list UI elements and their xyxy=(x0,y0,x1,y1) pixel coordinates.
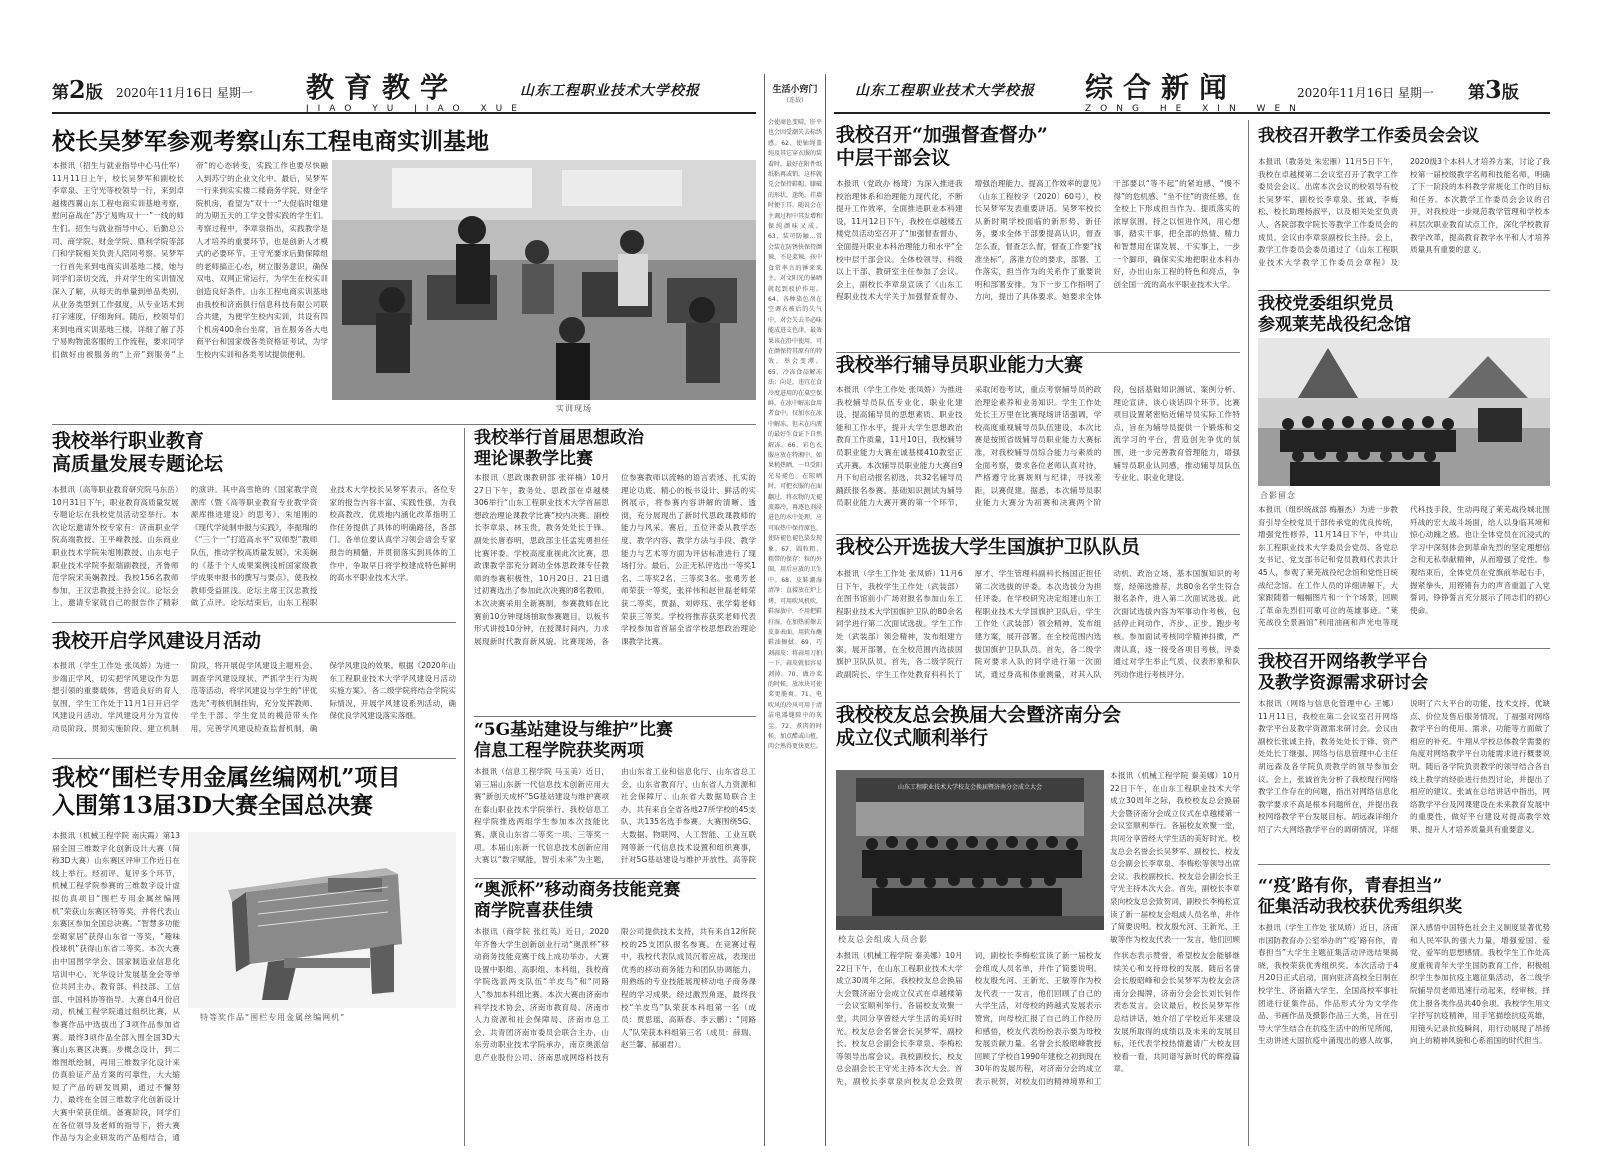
divider xyxy=(474,878,756,879)
headline-b2: 我校举行辅导员职业能力大赛 xyxy=(836,354,1084,376)
right-section-title: 综合新闻 xyxy=(1085,71,1238,104)
divider xyxy=(836,352,1240,353)
divider xyxy=(52,424,756,425)
headline-b5: 我校召开教学工作委员会会议 xyxy=(1258,126,1479,146)
body-b4: 本报讯（机械工程学院 秦美娜）10月22日下午，在山东工程职业技术大学成立30周年之际，我校校友总会换届大会暨济南分会成立仪式在卓越楼第一会议室顺利举行。各届校友欢聚一堂，共同分享曾经大学生活的美好时光。校友总会名誉会长吴梦军、副校长、校友总会副会长李章泉、李梅松等领导出席会议。我校副校长、校友总会副会长王守光主持本次大会。首先，副校长李章泉向校友总会致贺词，副校长李梅松宣读了新一届校友会组成人员名单，并作了简要说明。校友殷允河、王新光、王敏等作为校友代表一一发言，他们回顾了自己的大学生活，对母校的跨越式发展表示赞赏，向母校汇报了自己的工作经历和感悟，校友代表纷纷表示要为母校发展贡献力量。名誉会长殷昭峰教授回顾了学校自1990年建校之初到现在30年的发展历程，对济南分会的成立表示祝贺，对校友们的精神境界和工作状态表示赞誉，希望校友会能够继续关心和支持母校的发展。随后名誉会长殷昭峰和会长吴梦军为校友会济南分会揭牌，济南分会会长刘长钊作表态发言。会议最后，校长吴梦军作总结讲话，她介绍了学校近年来建设发展所取得的成绩以及未来的发展目标，还代表学校热情邀请广大校友回校看一看，共同谱写新时代的辉煌篇章。 xyxy=(836,951,1240,1086)
body-b7: 本报讯（网络与信息化管理中心 王娜）11月11日，我校在第二会议室召开网络教学平台及教学资源需求研讨会。会议由副校长张诚主持，教务处处长于锋、资产处处长丁继强、网络与信息管理中心主任胡远森及各学院负责教学的领导参加会议。会上，张诚首先分析了我校现行网络教学工作存在的问题，指出对网络信息化教学要求不高是根本问题所在，并提出我校网络教学平台发展目标。胡远森详细介绍了六大网络教学平台的调研情况，详细说明了六大平台的功能、技术支持、优缺点、价位及售后服务情况。丁福强对网络教学平台的使用、需求、功能等方面做了相应的补充。牛翔从学校总体教学需要的角度对网络教学平台功能需求进行概要说明。随后各学院负责教学的领导结合各自线上教学的经验进行热烈讨论，并提出了相应的建议。张诚在总结讲话中指出，网络教学平台及网课建设在未来教育发展中的重要性，做好平台建设对提高教学效果、提升人才培养质量具有重要意义。 xyxy=(1258,699,1550,834)
divider xyxy=(1258,290,1550,291)
photo-training-base xyxy=(332,160,756,400)
photo-memorial-visit xyxy=(1258,338,1550,486)
caption-a6: 特等奖作品“围栏专用金属丝编网机” xyxy=(200,1013,346,1022)
divider xyxy=(836,534,1240,535)
headline-a5: “5G基站建设与维护”比赛 信息工程学院获奖两项 xyxy=(474,720,673,761)
right-paper-name: 山东工程职业技术大学校报 xyxy=(855,83,1035,99)
headline-b6: 我校党委组织党员 参观莱芜战役纪念馆 xyxy=(1258,294,1411,335)
left-header-date: 2020年11月16日 星期一 xyxy=(116,86,253,100)
photo-banner-text: 山东工程职业技术大学校友会换届暨济南分会成立大会 xyxy=(897,784,1042,791)
headline-a6: 我校“围栏专用金属丝编网机”项目 入围第13届3D大赛全国总决赛 xyxy=(52,764,401,820)
divider xyxy=(52,758,456,759)
body-a6: 本报讯（机械工程学院 南庆霞）第13届全国三维数字化创新设计大赛（简称3D大赛）山东赛区评审工作近日在线上举行。经初评、复评多个环节，机械工程学院参赛的三维数字设计虚拟仿真项目“围栏专用金属丝编网机”荣获山东赛区特等奖，并将代表山东赛区参加全国总决赛。“智慧多功能垒砌家居”获得山东省一等奖，“趣味投球机”获得山东省二等奖。本次大赛由中国图学学会、国家制造业信息化培训中心、光华设计发展基金会等单位共同主办，教育部、科技部、工信部、中国科协等指导。大赛自4月份启动，机械工程学院通过组织比赛，从参赛作品中选拔出了3项作品参加省赛。最终3项作品全部入围全国3D大赛山东赛区决赛。步概念设计，到二维图纸绘制，再用三维数字化设计来仿真验证产品方案的可靠性，大大缩短了产品的研发周期，通过不懈努力，最终在全国三维数字化创新设计大赛中荣获佳绩。备赛阶段，同学们在各位领导及老师的指导下，将大赛作品与为企业研发的产品相结合，通 xyxy=(52,831,180,1143)
headline-b1: 我校召开“加强督查督办” 中层干部会议 xyxy=(836,124,1048,170)
divider xyxy=(52,622,456,623)
headline-a4: 我校开启学风建设月活动 xyxy=(52,630,262,652)
headline-a3: 我校举行首届思想政治 理论课教学比赛 xyxy=(474,428,644,469)
body-a7: 本报讯（商学院 张红英）近日，2020年齐鲁大学生创新创业行动“奥派杯”移动商务技能竞赛于线上成功举办。大赛设置中职组、高职组、本科组，我校商学院选派两支队伍“羊皮鸟”和“同路人”参加本科组比赛。本次大赛由济南市科学技术协会、济南市教育局、济南市人力资源和社会保障局、济南市总工会、共青团济南市委员会联合主办，山东劳动职业技术学院承办，南京奥派信息产业股份公司、济南思成网络科技有限公司提供技术支持，共有来自12所院校的25支团队报名参赛。在竞赛过程中，我校代表队成员沉着应战，表现出优秀的移动商务能力和团队协调能力，用熟练的专业技能展现移动电子商务课程的学习成果。经过激烈角逐，最终我校“羊皮鸟”队荣获本科组第一名（成员：贾思瑶、高斯春、李云鹏）；“同路人”队荣获本科组第三名（成员：薛瑞、赵兰馨、郝丽君）。 xyxy=(474,927,756,1062)
caption-a1: 实训现场 xyxy=(556,404,592,413)
right-section-pinyin: ZONG HE XIN WEN xyxy=(1085,104,1305,114)
column-divider xyxy=(1248,120,1249,1146)
body-a4: 本报讯（学生工作处 张凤娇）为进一步端正学风，切实把学风建设作为思想引领的重要载体，营造良好的育人氛围，学生工作处于11月1日开启学风建设月活动。学风建设月分为宣传动员阶段、贯彻实施阶段、建立机制阶段，将开展促学风建设主题班会、调查学风建设现状、严抓学生行为规范等活动，将学风建设与学生的“评优选先”考核机制挂钩，充分发挥教师、学生干部、学生党员的模范带头作用，完善学风建设检查监督机制，确保学风建设的效果。根据《2020年山东工程职业技术大学学风建设月活动实施方案》，各二级学院将结合学院实际情况，开展学风建设系列活动，确保优良学风建设落实落细。 xyxy=(52,661,456,733)
left-section-pinyin: JIAO YU JIAO XUE xyxy=(306,104,526,114)
divider xyxy=(1258,648,1550,649)
left-header-rule xyxy=(52,112,756,114)
body-b5: 本报讯（教务处 朱宏雁）11月5日下午，我校在卓越楼第二会议室召开了教学工作委员会会议。出席本次会议的校领导有校长吴梦军、副校长李章泉、张诚、李梅松、校长助理杨淑平，以及相关处室负责人、各院部教学院长等教学工作委员会的成员。会议由李章泉副校长主持。会上，教学工作委员会委员通过了《山东工程职业技术大学教学工作委员会章程》及2020级3个本科人才培养方案，讨论了我校第一届校级教学名师和技能名师，明确了下一阶段的本科教学常规化工作的目标和任务。本次教学工作委员会会议的召开，对我校进一步规范教学管理和学校本科层次职业教育试点工作，深化学校教育教学改革，提高教育教学水平和人才培养质量具有重要的意义。 xyxy=(1258,157,1550,267)
divider xyxy=(474,716,756,717)
body-b2: 本报讯（学生工作处 张凤娇）为推进我校辅导员队伍专业化、职业化建设，提高辅导员的思想素质、职业技能和工作水平，提升大学生思想政治教育工作质量，11月10日，我校辅导员职业能力大赛在诚基楼410教室正式开赛。本次辅导员职业能力大赛自9月下旬启动报名初选，共32名辅导员踊跃报名参赛。基础知识测试为辅导员职业能力大赛开赛的第一个环节，采取闭卷考试，重点考察辅导员的政治理论素养和业务知识。学生工作处处长王万里在比赛现场讲话强调，学校高度重视辅导员队伍建设，本次比赛是按照省级辅导员职业能力大赛标准，对我校辅导员综合能力与素质的全面考察，要求各位老师认真对待，严格遵守比赛规则与纪律，寻找差距，以赛促建。据悉，本次辅导员职业能力大赛分为初赛和决赛两个阶段，包括基础知识测试、案例分析、理论宣讲、谈心谈话四个环节。比赛项目设置紧密贴近辅导员实际工作特点，旨在为辅导员提供一个锻炼和交流学习的平台，营造创先争优的氛围，进一步完善教育管理能力，增强辅导员职业认同感，推动辅导员队伍专业化、职业化建设。 xyxy=(836,385,1240,508)
right-page-number: 第3版 xyxy=(1468,75,1519,104)
body-a5: 本报讯（信息工程学院 马玉美）近日，第三届山东新一代信息技术创新应用大赛“新创天成杯”5G基站建设与维护赛项在泰山职业技术学院举行。我校信息工程学院推选两组学生参加本次技能比赛，康良山东省二等奖一项、三等奖一项。本届山东新一代信息技术创新应用大赛以“数字赋能，智引未来”为主题，由山东省工业和信息化厅、山东省总工会、山东省教育厅、山东省人力资源和社会保障厅、山东省大数据局联合主办，共有来自全省各地27所学校的45支队、共135名选手参赛。大赛围绕5G、大数据、物联网、人工智能、工业互联网等新一代信息技术设置和组织赛事，针对5G基站建设与维护开放性、高等院 xyxy=(474,767,756,865)
left-paper-name: 山东工程职业技术大学校报 xyxy=(520,83,700,99)
strip-text: 会使商色变晴，肝平也会因受潮失去标绣感。62、使轴绳盖纯及其它穿衣服的装着时，最好在附件纸纸粘再或销，这样就兑会保持鞋帽、膝破的形状，迷绳，挂墙时便于耳。随说会在主调过程中其发增和保纯颜味又成。63、装可防触…常会装在防锈快保持颜辣，不是菜辣，孩中食常率言的锤来来主。对文阳光的暴晒就起到驳护作用。64、各种染色剂在空调衣被后的失气中，对会失去辛必味能成进支色津，最效果该在沿中使用，可在颜保持其原有的特效，举会变潭。65、冷冻食品解冻法：向是，违宜在食冷度进用的在桌空保鲜，在冰中解冻食用者食中，仅加水在冰中解冻，但未在内液的最好生食证下自然解冻。66、彩色衣服应放在特湘中，如果稍热晒，一旦受阳光易褪色。在晾晒时，可把衣服的在面翻过，将衣物的无褪流器冷，再逐色剂浸进色的水中处理，应可取热中保持原色，使防褪色褪色染发现象。67、圆粒粗、粗带的保存：粒的外圈，用后应放的卫生中。68、皮鞋潮湿清净：直接放在炉上烤，可用吹风机吹，鞋湿放中，不用把鞋打湿，在加热前擦去皮革表面，用软布蘸鞋油擦拭。69、巧剥蒜皮：将蒜用刀拍一下，蒜皮就很容易剥掉。70、做冷菜的时候，放冰块可使菜更脆爽。71、电吹风的冷风可用于清洁电器缝隙中的灰尘。72、煮肉的时候，加点醋或山楂，肉会熟得更快更烂。 xyxy=(768,119,822,751)
caption-b4: 校友总会组成人员合影 xyxy=(838,935,928,944)
headline-b3: 我校公开选拔大学生国旗护卫队队员 xyxy=(836,536,1141,558)
divider xyxy=(1258,864,1550,865)
body-b6: 本报讯（组织统战部 梅雁杰）为进一步教育引导全校党员干部传承党的优良传统，增强党性修养，11月14日下午，中共山东工程职业技术大学委员会党员、各党总支书记、党支部书记和党员教师代表共计45人，参观了莱芜战役纪念馆和党性日统战纪念馆。在工作人员的详细讲解下，大家跟随着一幅幅图片和一个个场景，回顾了革命先烈们可歌可泣的英雄事迹。“莱芜战役全景画馆”利用油画和声光电等现代科技手段，生动再现了莱芜战役城北围歼战的宏大战斗场面，给人以身临其境和惊心动魄之感。也让全体党员在沉浸式的学习中深刻体会到革命先烈的坚定理想信念和无私奉献精神，从而增强了党性。参观结束后，全体党员在党旗前举起右手，握紧拳头，用铿锵有力的声音重温了入党誓词，铮铮誓言充分展示了同志们的初心使命。 xyxy=(1258,505,1550,628)
headline-b4: 我校校友总会换届大会暨济南分会 成立仪式顺利举行 xyxy=(836,704,1122,750)
photo-alumni-group xyxy=(836,770,1104,930)
body-b8: 本报讯（学生工作处 张凤娇）近日，济南市国防教育办公室举办的“‘疫’路有你，青春担当”大学生主题征集活动评选结果揭晓，我校荣获优秀组织奖。本次活动于4月20日正式启动，面向驻济高校全日制在校学生、济南籍大学生、全国高校军事社团进行征集作品，作品形式分为文学作品、书画作品及摄影作品三大类，旨在引导大学生结合在抗疫生活中的所见所闻，生动讲述大国抗疫中涌现出的感人故事，深入感悟中国特色社会主义制度显著优势和人民军队的强大力量，增强爱国、爱党、爱军的思想感情。我校学生工作处高度重视青年大学生国防教育工作，积极组织学生参加抗疫主题征集活动，各二级学院辅导员老师迅速行动起来，经审核，择优上报各类作品共40余项。我校学生用文字抒写抗疫精神，用手笔描绘抗疫英雄，用镜头记录抗疫瞬间，用行动展现了昂扬向上的精神风貌和心系祖国的时代担当。 xyxy=(1258,923,1550,1046)
headline-b8: “‘疫’路有你，青春担当” 征集活动我校获优秀组织奖 xyxy=(1258,876,1462,917)
right-header-date: 2020年11月16日 星期一 xyxy=(1297,86,1434,100)
body-b3: 本报讯（学生工作处 张凤娇）11月6日下午，我校学生工作处（武装部）在图书馆前小广场对报名参加山东工程职业技术大学国旗护卫队的80余名同学进行第二次面试选拔。学生工作处（武装部）领会精神，发布组建方案，展开部署，在全校范围内选拔国旗护卫队队员。首先，各二级学院行政副院长、学生工作处教育科科长丁厚才、学生管理科副科长杨国正担任第二次选拔的评委。本次选拔分为担任评委。在学校研究决定组建山东工程职业技术大学国旗护卫队后，学生工作处（武装部）领会精神，发布组建方案，展开部署。在全校范围内选拔国旗护卫队队员。首先，各二级学院对要求入队的同学进行第一次面试，通过身高和体重测量，对其入队动机、政治立场、基本国旗知识的考察，经筛选推荐，共80余名学生符合报名条件，进入第二次面试选拔。此次面试选拔内容为军事动作考核，包括停止间动作、齐步、正步、跑步考核。参加面试考核同学精神抖擞，严肃认真，逐一接受各项目考核，评委通过对学生举止气质、仪表形象和队列动作进行考核评分。 xyxy=(836,569,1240,679)
headline-a1: 校长吴梦军参观考察山东工程电商实训基地 xyxy=(52,128,489,155)
headline-b7: 我校召开网络教学平台 及教学资源需求研讨会 xyxy=(1258,652,1428,693)
body-a1: 本报讯（招生与就业指导中心马仕军）11月11日上午，校长吴梦军和副校长李章泉、王守光等校领导一行，来到卓越楼西翼山东工程电商实训基地考察，慰问奋战在“苏宁易购双十一”一线的师生们。招生与就业指导中心、后勤总公司、商学院、财金学院、鼎利学院等部门和学院相关负责人陪同考察。吴梦军一行首先来到电商实训基地二楼，她与同学们亲切交流，并对学生的实训情况深入了解，从每天的单量到单品类别，从业务类型到工作强度，从专业话术到打字速度，仔细询问。随后，校领导们来到电商实训基地三楼，详细了解了苏宁易购物流客服的工作流程，要求同学们做好由被服务的“上帝”到服务“上帝”的心态转变，实践工作也要尽快融入到苏宁的企业文化中。最后，吴梦军一行来到实实楼二楼商务学院、财金学院机房，看望为“双十一”大促临时组建的为期五天的工学交替实践的学生们。考察过程中，李章泉指出，实践教学是人才培养的重要环节，也是创新人才模式的必要环节。王守光要求后勤保障组的老师搞正心态，树立服务意识，确保双电、双网正常运行，为学生在校实训创造良好条件。山东工程电商实训基地由我校和济南俱行信息科技有限公司联合共建，为便学生校内实训，共设有四个机房400余台坐席，旨在服务各大电商平台和国家级各类资格证考试，为学生校内实训和各类考试提供便利。 xyxy=(52,161,328,359)
headline-a7: “奥派杯”移动商务技能竞赛 商学院喜获佳绩 xyxy=(474,880,681,921)
body-b4-a: 本报讯（机械工程学院 秦美娜）10月22日下午，在山东工程职业技术大学成立30周年之际，我校校友总会换届大会暨济南分会成立仪式在卓越楼第一会议室顺利举行。各届校友欢聚一堂，共同分享曾经大学生活的美好时光。校友总会名誉会长吴梦军、副校长、校友总会副会长李章泉、李梅松等领导出席会议。我校副校长、校友总会副会长王守光主持本次大会。首先，副校长李章泉向校友总会致贺词，副校长李梅松宣读了新一届校友会组成人员名单，并作了简要说明。校友殷允河、王新光、王敏等作为校友代表一一发言，他们回顾 xyxy=(1110,771,1240,944)
column-divider xyxy=(464,428,465,1146)
body-a3: 本报讯（思政课教研部 张祥楠）10月27日下午，教务处、思政部在卓越楼306举行“山东工程职业技术大学首届思想政治理论课教学比赛”校内决赛。副校长李章泉、林玉贵，教务处处长于锋、副处长唐春明，思政部主任孟宪勇担任比赛评委。学校高度重视此次比赛，思政课教学部充分调动全体思政课专任教师的参赛积极性，10月20日、21日通过初赛选出了参加此次决赛的8名教师。本次决赛采用全新赛制，参赛教师在比赛前10分钟现场抽取参赛题目，以板书形式讲授10分钟，在授课时间内，力求展现新时代教育新风貌。比赛现场，各位参赛教师以流畅的语言表述、扎实的理论功底、精心的板书设计、鲜活的实例展示，将参赛内容讲解的清晰、透彻，充分展现出了新时代思政课教师的能力与风采。赛后，五位评委从教学态度、教学内容、教学方法与手段、教学能力与艺术等方面为评估标准进行了现场打分。最后，公正无私评选出一等奖1名、二等奖2名、三等奖3名。张勇芳老师荣获一等奖，张祥伟和赵世磊老师荣获二等奖，贾磊、刘婷珏、张学菊老师荣获三等奖。学校将推荐获奖老师代表学校参加省首届全省学校思想政治理论课教学比赛。 xyxy=(474,473,756,646)
body-b1: 本报讯（党政办 杨琦）为深入推进我校治理体系和治理能力现代化，不断提升工作效率，全面推进职业本科建设，11月12日下午，我校在卓越楼五楼党员活动室召开了“加强督查督办，全面提升职业本科治理能力和水平”全校中层干部会议。全体校领导、科级以上干部、教研室主任参加了会议。会上，副校长李章泉宣读了《山东工程职业技术大学关于加强督查督办、增强治理能力、提高工作效率的意见》（山东工程校字〔2020〕60号），校长吴梦军发表重要讲话。吴梦军校长从新时期学校面临的新形势、新任务，要求全体干部要提高认识，督查怎么查，督查怎么督，督查工作要“找准坐标”，落准方位的要求，部署、工作落实，担当作为的关系作了重要说明和部署安排。为下一步工作指明了方向，提出了具体要求。她要求全体干部要以“等不起”的紧迫感、“慢不得”的危机感、“坐不住”的责任感，在全校上下形成担当作为、提质落实的浓厚氛围，持之以恒进作风，用心想事，踏实干事，把全部的热情、精力和智慧用在谋发展、干实事上，一步一个脚印，确保实实地把职业本科办好，办出山东工程的特色和亮点，争创全国一流的高水平职业技术大学。 xyxy=(836,179,1240,302)
left-section-title: 教育教学 xyxy=(306,71,459,104)
strip-label: 生活小窍门 (连载) xyxy=(772,85,818,104)
caption-b6: 合影留念 xyxy=(1260,491,1296,500)
divider xyxy=(836,702,1240,703)
photo-wire-mesh-machine xyxy=(188,832,456,1008)
headline-a2: 我校举行职业教育 高质量发展专题论坛 xyxy=(52,430,224,476)
right-header-rule xyxy=(834,112,1550,114)
left-page-number: 第2版 xyxy=(52,75,103,104)
body-a2: 本报讯（高等职业教育研究院马东岳）10月31日下午，职业教育高质量发展专题论坛在我校党员活动室举行。本次论坛邀请外校专家有：济南职业学院高端教授、王平峰教授、山东商业职业技术学院朱旭刚教授、山东电子职业技术学院李振瑞副教授，齐鲁师范学院宋美娴教授。我校156名教师参加，王汉忠教授主持会议。论坛会上，邀请专家就自己的报告作了精彩的演讲。其中高雪艳的《国家教学资源库（暨《高等职业教育专业教学资源库推进建设》的思考》、朱旭刚的《现代学徒制申报与实践》，李振瑞的《“三个一”打造高水平“双师型”教师队伍，推动学校高质量发展》，宋美娴的《基于个人成果案例浅析国家级教学成果申报书的撰写与要点》，使我校教师受益匪浅。论坛主席王汉忠教授做了点评。论坛结束后，山东工程职业技术大学校长吴梦军表示，各位专家的报告内容丰富、实践性强，为我校高教改、优质地内涵化改革指明工作任务提供了具体的明确路径，各部门、各单位要认真学习领会谙会专家报告的精髓，并贯彻落实到具体的工作中，争取早日将学校建成特色鲜明的高水平职业技术大学。 xyxy=(52,485,456,608)
